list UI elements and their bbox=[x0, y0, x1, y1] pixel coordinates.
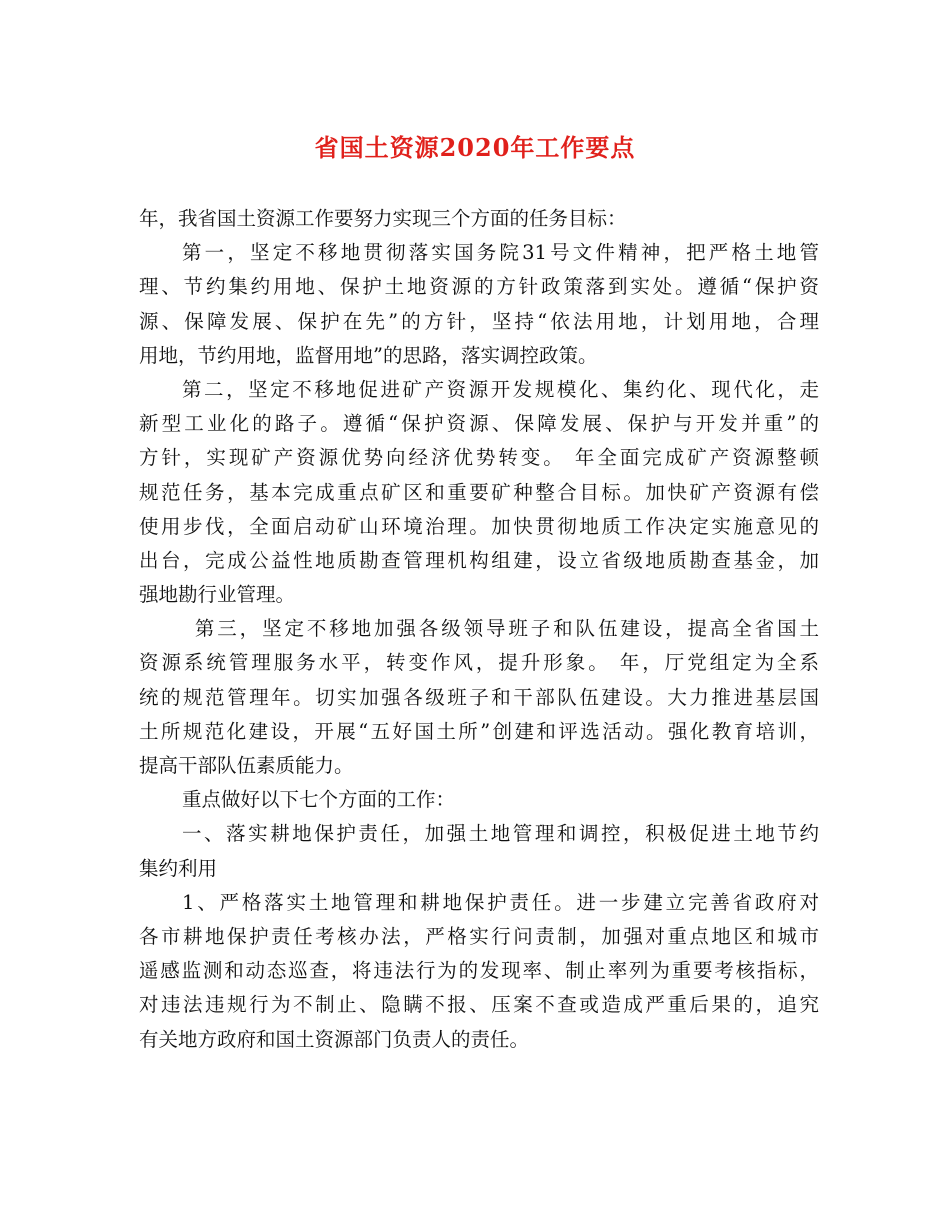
text-line: 重点做好以下七个方面的工作： bbox=[182, 788, 456, 812]
text-line: 各市耕地保护责任考核办法，严格实行问责制，加强对重点地区和城市 bbox=[139, 924, 819, 948]
text-line: 资源系统管理服务水平，转变作风，提升形象。 年，厅党组定为全系 bbox=[139, 651, 819, 675]
text-line: 方针，实现矿产资源优势向经济优势转变。 年全面完成矿产资源整顿 bbox=[139, 446, 819, 470]
text-line: 使用步伐，全面启动矿山环境治理。加快贯彻地质工作决定实施意见的 bbox=[139, 514, 819, 538]
document-title: 省国土资源2020年工作要点 bbox=[314, 133, 636, 162]
text-line: 出台，完成公益性地质勘查管理机构组建，设立省级地质勘查基金，加 bbox=[139, 548, 819, 572]
text-line: 统的规范管理年。切实加强各级班子和干部队伍建设。大力推进基层国 bbox=[139, 685, 819, 709]
text-line: 年，我省国土资源工作要努力实现三个方面的任务目标： bbox=[139, 207, 627, 230]
text-line: 一、落实耕地保护责任，加强土地管理和调控，积极促进土地节约 bbox=[182, 822, 819, 846]
text-line: 源、保障发展、保护在先”的方针，坚持“依法用地，计划用地，合理 bbox=[139, 309, 819, 333]
text-line: 对违法违规行为不制止、隐瞒不报、压案不查或造成严重后果的，追究 bbox=[139, 993, 819, 1017]
text-line: 第二，坚定不移地促进矿产资源开发规模化、集约化、现代化，走 bbox=[182, 377, 819, 401]
text-line: 用地，节约用地，监督用地”的思路，落实调控政策。 bbox=[139, 343, 598, 367]
text-line: 有关地方政府和国土资源部门负责人的责任。 bbox=[139, 1027, 530, 1051]
text-line: 集约利用 bbox=[139, 856, 218, 880]
document-body bbox=[139, 202, 819, 1057]
text-line: 遥感监测和动态巡查，将违法行为的发现率、制止率列为重要考核指标， bbox=[139, 959, 819, 983]
text-line: 强地勘行业管理。 bbox=[139, 583, 296, 607]
text-line: 提高干部队伍素质能力。 bbox=[139, 754, 354, 777]
text-line: 新型工业化的路子。遵循“保护资源、保障发展、保护与开发并重”的 bbox=[139, 412, 819, 436]
text-line: 1、严格落实土地管理和耕地保护责任。进一步建立完善省政府对 bbox=[182, 890, 819, 914]
text-line: 规范任务，基本完成重点矿区和重要矿种整合目标。加快矿产资源有偿 bbox=[139, 480, 819, 504]
text-line: 土所规范化建设，开展“五好国土所”创建和评选活动。强化教育培训， bbox=[139, 719, 819, 743]
text-line: 第三，坚定不移地加强各级领导班子和队伍建设，提高全省国土 bbox=[194, 617, 819, 641]
text-line: 理、节约集约用地、保护土地资源的方针政策落到实处。遵循“保护资 bbox=[139, 275, 819, 299]
text-line: 第一，坚定不移地贯彻落实国务院31号文件精神，把严格土地管 bbox=[182, 241, 819, 265]
